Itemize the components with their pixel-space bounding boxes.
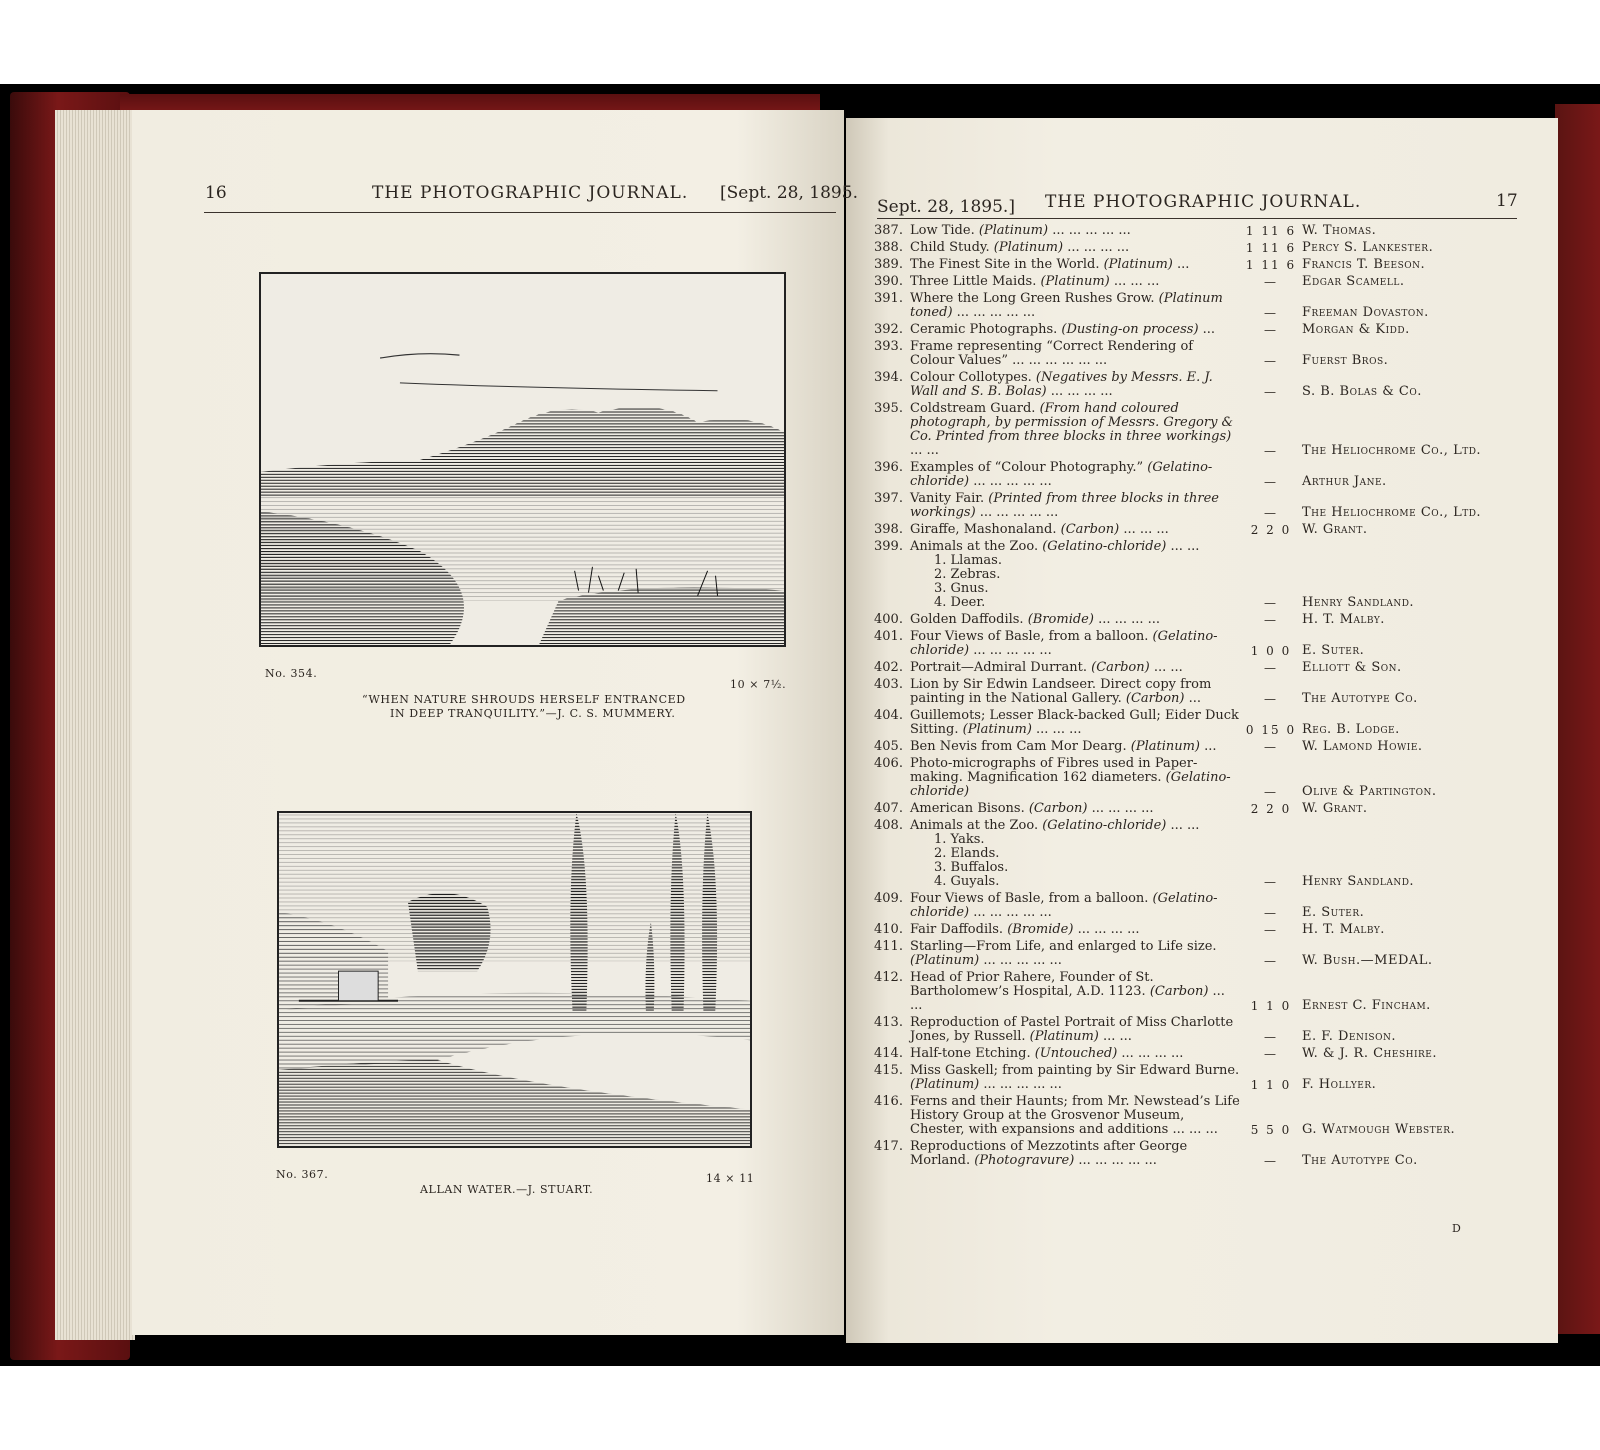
entry-title: [910, 709, 1240, 737]
entry-title-text: Where the Long Green Rushes Grow.: [910, 291, 1159, 306]
entry-exhibitor: Reg. B. Lodge.: [1302, 722, 1400, 737]
catalogue-entry: [874, 892, 1514, 920]
entry-leader-dots: ... ... ... ... ...: [1052, 223, 1131, 238]
catalogue-entry: [874, 224, 1514, 238]
plate-354-caption-line2: IN DEEP TRANQUILITY.”—J. C. S. MUMMERY.: [390, 707, 676, 720]
entry-medium: (Untouched): [1034, 1046, 1122, 1061]
entry-leader-dots: ... ... ... ... ...: [973, 474, 1052, 489]
entry-exhibitor: F. Hollyer.: [1302, 1077, 1377, 1092]
entry-number: 415.: [874, 1063, 903, 1078]
catalogue-entry: [874, 661, 1514, 675]
entry-leader-dots: ... ... ... ... ...: [979, 505, 1059, 520]
entry-number: 398.: [874, 522, 903, 537]
entry-title: [910, 258, 1240, 272]
plate-367-size: 14 × 11: [706, 1172, 755, 1185]
entry-number: 393.: [874, 339, 903, 354]
entry-leader-dots: ... ... ... ...: [1077, 922, 1140, 937]
entry-title: [910, 892, 1240, 920]
entry-leader-dots: ... ... ... ... ...: [973, 643, 1052, 658]
entry-sub-item: 4. Deer.: [934, 595, 986, 610]
catalogue-entry: [874, 940, 1514, 968]
entry-price: —: [1264, 506, 1278, 520]
entry-medium: (Gelatino-chloride): [910, 629, 1218, 658]
entry-title: [910, 1140, 1240, 1168]
entry-title: [910, 971, 1240, 1013]
plate-367-number: No. 367.: [276, 1168, 329, 1181]
entry-medium: (Carbon): [1125, 691, 1189, 706]
entry-number: 408.: [874, 818, 903, 833]
catalogue-entry: [874, 1047, 1514, 1061]
entry-medium: (Gelatino-chloride): [1042, 818, 1171, 833]
left-page-number: 16: [205, 183, 227, 203]
entry-title: [910, 1016, 1240, 1044]
entry-medium: (Gelatino-chloride): [910, 460, 1213, 489]
catalogue-entry: [874, 709, 1514, 737]
entry-number: 395.: [874, 401, 903, 416]
catalogue-entry: [874, 1095, 1514, 1137]
entry-exhibitor: Francis T. Beeson.: [1302, 257, 1426, 272]
entry-title-text: American Bisons.: [910, 801, 1029, 816]
entry-title: [910, 292, 1240, 320]
catalogue-entry: [874, 613, 1514, 627]
entry-title: [910, 275, 1240, 289]
catalogue-entry: [874, 1016, 1514, 1044]
entry-title-text: Coldstream Guard.: [910, 401, 1040, 416]
entry-title-text: Child Study.: [910, 240, 994, 255]
entry-title-text: Miss Gaskell; from painting by Sir Edward Burne.: [910, 1063, 1240, 1078]
entry-leader-dots: ... ...: [1153, 660, 1183, 675]
entry-exhibitor: W. Grant.: [1302, 522, 1368, 537]
entry-medium: (Carbon): [1028, 801, 1092, 816]
entry-title-text: The Finest Site in the World.: [910, 257, 1104, 272]
entry-leader-dots: ... ... ... ...: [1067, 240, 1130, 255]
entry-title: [910, 802, 1240, 816]
entry-price: —: [1264, 275, 1278, 289]
entry-medium: (From hand coloured photograph, by permission of Messrs. Gregory & Co. Printed from three blocks in three workings): [910, 401, 1234, 444]
catalogue-entry: [874, 323, 1514, 337]
catalogue-entry: [874, 802, 1514, 816]
entry-title: [910, 1064, 1240, 1092]
entry-number: 401.: [874, 629, 903, 644]
entry-sub-item: 3. Gnus.: [934, 581, 989, 596]
entry-price: —: [1264, 1047, 1278, 1061]
entry-number: 409.: [874, 891, 903, 906]
left-head-rule: [204, 212, 836, 213]
entry-number: 390.: [874, 274, 903, 289]
catalogue-entry: [874, 971, 1514, 1013]
entry-number: 392.: [874, 322, 903, 337]
entry-title: [910, 757, 1240, 799]
entry-leader-dots: ... ...: [910, 984, 1225, 1013]
entry-leader-dots: ...: [1204, 739, 1217, 754]
entry-exhibitor: Olive & Partington.: [1302, 784, 1437, 799]
plate-367-engraving: [277, 811, 752, 1148]
entry-price: 0 15 0: [1245, 723, 1297, 737]
entry-title: [910, 661, 1240, 675]
entry-medium: (Platinum): [1029, 1029, 1104, 1044]
entry-price: —: [1264, 661, 1278, 675]
entry-medium: (Platinum): [1130, 739, 1205, 754]
entry-title-text: Four Views of Basle, from a balloon.: [910, 629, 1153, 644]
catalogue-entry: [874, 292, 1514, 320]
entry-leader-dots: ...: [1188, 691, 1202, 706]
entry-number: 413.: [874, 1015, 903, 1030]
entry-leader-dots: ... ...: [910, 443, 939, 458]
entry-title: [910, 371, 1240, 399]
entry-leader-dots: ... ... ... ... ...: [983, 1077, 1062, 1092]
entry-exhibitor: Henry Sandland.: [1302, 874, 1415, 889]
entry-title-text: Golden Daffodils.: [910, 612, 1028, 627]
entry-price: 1 11 6: [1245, 224, 1297, 238]
entry-price: 1 1 0: [1250, 999, 1292, 1013]
catalogue-entry: [874, 630, 1514, 658]
entry-exhibitor: W. & J. R. Cheshire.: [1302, 1046, 1437, 1061]
entry-leader-dots: ... ... ... ...: [1091, 801, 1154, 816]
entry-title-text: Frame representing “Correct Rendering of Colour Values”: [910, 339, 1194, 368]
left-running-date: [Sept. 28, 1895.: [720, 183, 858, 203]
entry-exhibitor: W. Thomas.: [1302, 223, 1377, 238]
entry-title: [910, 1095, 1240, 1137]
entry-title-text: Ferns and their Haunts; from Mr. Newstead’s Life History Group at the Grosvenor Museum, Chester, with expansions and additions: [910, 1094, 1240, 1137]
catalogue-entry: [874, 258, 1514, 272]
entry-title-text: Ceramic Photographs.: [910, 322, 1062, 337]
entry-exhibitor: The Autotype Co.: [1302, 1153, 1418, 1168]
entry-medium: (Platinum toned): [910, 291, 1223, 320]
entry-exhibitor: E. Suter.: [1302, 905, 1365, 920]
entry-number: 404.: [874, 708, 903, 723]
entry-exhibitor: W. Grant.: [1302, 801, 1368, 816]
entry-number: 405.: [874, 739, 903, 754]
entry-price: —: [1264, 692, 1278, 706]
entry-price: —: [1264, 1030, 1278, 1044]
entry-exhibitor: Percy S. Lankester.: [1302, 240, 1434, 255]
entry-price: 1 1 0: [1250, 1078, 1292, 1092]
entry-leader-dots: ... ... ... ... ...: [983, 953, 1062, 968]
entry-medium: (Negatives by Messrs. E. J. Wall and S. B. Bolas): [910, 370, 1213, 399]
entry-price: —: [1264, 906, 1278, 920]
entry-sub-item: 1. Llamas.: [934, 553, 1002, 568]
entry-exhibitor: Ernest C. Fincham.: [1302, 998, 1431, 1013]
entry-number: 406.: [874, 756, 903, 771]
book-cover-right: [1555, 104, 1600, 1334]
catalogue-entry: [874, 523, 1514, 537]
entry-price: —: [1264, 740, 1278, 754]
entry-title-text: Photo-micrographs of Fibres used in Paper-making. Magnification 162 diameters.: [910, 756, 1198, 785]
catalogue-entry: [874, 678, 1514, 706]
entry-title-text: Three Little Maids.: [910, 274, 1041, 289]
entry-title-text: Low Tide.: [910, 223, 979, 238]
entry-leader-dots: ... ... ... ...: [1121, 1046, 1184, 1061]
entry-price: —: [1264, 785, 1278, 799]
entry-medium: (Gelatino-chloride): [1042, 539, 1171, 554]
entry-price: 1 11 6: [1245, 241, 1297, 255]
right-head-rule: [877, 218, 1517, 219]
entry-exhibitor: S. B. Bolas & Co.: [1302, 384, 1422, 399]
entry-price: —: [1264, 923, 1278, 937]
entry-exhibitor: The Heliochrome Co., Ltd.: [1302, 505, 1482, 520]
page-edges: [55, 110, 135, 1340]
entry-number: 411.: [874, 939, 903, 954]
entry-number: 389.: [874, 257, 903, 272]
entry-medium: (Carbon): [1060, 522, 1124, 537]
catalogue-entry: [874, 923, 1514, 937]
entry-sub-item: 2. Zebras.: [934, 567, 1001, 582]
entry-exhibitor: E. Suter.: [1302, 643, 1365, 658]
entry-leader-dots: ... ... ...: [1172, 1122, 1218, 1137]
entry-exhibitor: Fuerst Bros.: [1302, 353, 1389, 368]
entry-title: [910, 613, 1240, 627]
entry-number: 400.: [874, 612, 903, 627]
entry-exhibitor: G. Watmough Webster.: [1302, 1122, 1456, 1137]
entry-title-text: Animals at the Zoo.: [910, 539, 1043, 554]
entry-price: —: [1264, 306, 1278, 320]
entry-exhibitor: Edgar Scamell.: [1302, 274, 1405, 289]
entry-leader-dots: ... ...: [1170, 818, 1200, 833]
entry-price: —: [1264, 1154, 1278, 1168]
entry-number: 417.: [874, 1139, 903, 1154]
entry-price: —: [1264, 596, 1278, 610]
catalogue-entry: [874, 540, 1514, 610]
entry-price: —: [1264, 385, 1278, 399]
entry-exhibitor: H. T. Malby.: [1302, 922, 1385, 937]
entry-title: [910, 323, 1240, 337]
entry-leader-dots: ... ... ... ...: [1098, 612, 1161, 627]
entry-price: 5 5 0: [1250, 1123, 1292, 1137]
entry-title-text: Portrait—Admiral Durrant.: [910, 660, 1092, 675]
catalogue-entry: [874, 740, 1514, 754]
entry-title: [910, 630, 1240, 658]
plate-354-image: [261, 274, 784, 645]
entry-medium: (Platinum): [993, 240, 1068, 255]
entry-exhibitor: Arthur Jane.: [1302, 474, 1387, 489]
catalogue-entry: [874, 340, 1514, 368]
catalogue-entry: [874, 461, 1514, 489]
entry-number: 396.: [874, 460, 903, 475]
entry-leader-dots: ... ... ...: [1123, 522, 1169, 537]
entry-number: 387.: [874, 223, 903, 238]
entry-sub-item: 4. Guyals.: [934, 874, 1000, 889]
entry-price: —: [1264, 323, 1278, 337]
entry-price: —: [1264, 613, 1278, 627]
entry-medium: (Platinum): [1040, 274, 1114, 289]
entry-number: 407.: [874, 801, 903, 816]
plate-367-caption: ALLAN WATER.—J. STUART.: [420, 1183, 594, 1196]
entry-title-text: Vanity Fair.: [910, 491, 989, 506]
entry-number: 394.: [874, 370, 903, 385]
entry-leader-dots: ...: [1177, 257, 1190, 272]
entry-exhibitor: The Autotype Co.: [1302, 691, 1418, 706]
right-page-number: 17: [1496, 191, 1518, 211]
entry-leader-dots: ... ... ... ... ...: [973, 905, 1052, 920]
entry-medium: (Carbon): [1091, 660, 1154, 675]
entry-title: [910, 1047, 1240, 1061]
entry-title-text: Head of Prior Rahere, Founder of St. Bartholomew’s Hospital, A.D. 1123.: [910, 970, 1154, 999]
catalogue-entry: [874, 1140, 1514, 1168]
catalogue-entry: [874, 241, 1514, 255]
catalogue-entry: [874, 1064, 1514, 1092]
entry-exhibitor: H. T. Malby.: [1302, 612, 1385, 627]
catalogue-entry: [874, 757, 1514, 799]
entry-price: —: [1264, 954, 1278, 968]
entry-medium: (Platinum): [1103, 257, 1177, 272]
entry-medium: (Gelatino-chloride): [910, 891, 1218, 920]
catalogue-entry: [874, 819, 1514, 889]
entry-leader-dots: ... ... ... ...: [1050, 384, 1113, 399]
entry-title-text: Examples of “Colour Photography.”: [910, 460, 1148, 475]
entry-exhibitor: W. Bush.—MEDAL.: [1302, 953, 1433, 968]
entry-medium: (Gelatino-chloride): [910, 770, 1231, 799]
entry-title-text: Guillemots; Lesser Black-backed Gull; Eider Duck Sitting.: [910, 708, 1239, 737]
entry-title-text: Four Views of Basle, from a balloon.: [910, 891, 1153, 906]
entry-number: 410.: [874, 922, 903, 937]
plate-354-engraving: [259, 272, 786, 647]
entry-title: [910, 940, 1240, 968]
plate-367-image: [279, 813, 750, 1146]
entry-price: 1 0 0: [1250, 644, 1292, 658]
entry-title: [910, 923, 1240, 937]
entry-price: 1 11 6: [1245, 258, 1297, 272]
entry-leader-dots: ...: [1202, 322, 1216, 337]
entry-exhibitor: Elliott & Son.: [1302, 660, 1402, 675]
entry-leader-dots: ... ... ... ... ... ...: [1012, 353, 1108, 368]
entry-medium: (Printed from three blocks in three workings): [910, 491, 1219, 520]
left-running-title: THE PHOTOGRAPHIC JOURNAL.: [372, 183, 689, 203]
plate-354-caption-line1: “WHEN NATURE SHROUDS HERSELF ENTRANCED: [362, 693, 686, 706]
entry-number: 388.: [874, 240, 903, 255]
entry-medium: (Photogravure): [974, 1153, 1079, 1168]
entry-price: —: [1264, 875, 1278, 889]
entry-sub-item: 1. Yaks.: [934, 832, 985, 847]
entry-title-text: Half-tone Etching.: [910, 1046, 1035, 1061]
catalogue-entry: [874, 402, 1514, 458]
exhibit-catalogue: [874, 224, 1514, 1171]
entry-title-text: Fair Daffodils.: [910, 922, 1008, 937]
plate-354-size: 10 × 7½.: [730, 678, 787, 691]
entry-medium: (Platinum): [910, 1077, 984, 1092]
right-running-date: Sept. 28, 1895.]: [877, 197, 1015, 217]
catalogue-entry: [874, 492, 1514, 520]
entry-exhibitor: Henry Sandland.: [1302, 595, 1415, 610]
plate-354-number: No. 354.: [265, 667, 318, 680]
entry-price: —: [1264, 444, 1278, 458]
entry-medium: (Platinum): [910, 953, 984, 968]
entry-number: 416.: [874, 1094, 903, 1109]
entry-leader-dots: ... ... ...: [1036, 722, 1082, 737]
entry-number: 397.: [874, 491, 903, 506]
entry-leader-dots: ... ... ...: [1113, 274, 1160, 289]
entry-title: [910, 819, 1240, 889]
entry-sub-item: 2. Elands.: [934, 846, 1000, 861]
entry-title-text: Ben Nevis from Cam Mor Dearg.: [910, 739, 1131, 754]
entry-title-text: Starling—From Life, and enlarged to Life size.: [910, 939, 1217, 954]
entry-number: 412.: [874, 970, 903, 985]
entry-leader-dots: ... ... ... ... ...: [1078, 1153, 1157, 1168]
entry-title: [910, 224, 1240, 238]
entry-number: 403.: [874, 677, 903, 692]
catalogue-entry: [874, 275, 1514, 289]
entry-title: [910, 540, 1240, 610]
entry-title-text: Lion by Sir Edwin Landseer. Direct copy from painting in the National Gallery.: [910, 677, 1212, 706]
entry-medium: (Dusting-on process): [1061, 322, 1203, 337]
right-running-title: THE PHOTOGRAPHIC JOURNAL.: [1045, 192, 1362, 212]
entry-title-text: Colour Collotypes.: [910, 370, 1036, 385]
entry-title-text: Animals at the Zoo.: [910, 818, 1043, 833]
entry-title-text: Giraffe, Mashonaland.: [910, 522, 1061, 537]
entry-exhibitor: Freeman Dovaston.: [1302, 305, 1429, 320]
entry-title: [910, 492, 1240, 520]
entry-exhibitor: The Heliochrome Co., Ltd.: [1302, 443, 1482, 458]
entry-number: 391.: [874, 291, 903, 306]
entry-sub-item: 3. Buffalos.: [934, 860, 1009, 875]
entry-title: [910, 402, 1240, 458]
entry-exhibitor: W. Lamond Howie.: [1302, 739, 1423, 754]
entry-price: —: [1264, 354, 1278, 368]
entry-leader-dots: ... ...: [1103, 1029, 1132, 1044]
entry-medium: (Platinum): [962, 722, 1037, 737]
entry-title: [910, 740, 1240, 754]
entry-medium: (Platinum): [978, 223, 1053, 238]
entry-title: [910, 678, 1240, 706]
signature-mark: D: [1452, 1222, 1461, 1235]
catalogue-entry: [874, 371, 1514, 399]
entry-price: 2 2 0: [1250, 802, 1292, 816]
entry-medium: (Bromide): [1007, 922, 1078, 937]
entry-title: [910, 340, 1240, 368]
entry-price: —: [1264, 475, 1278, 489]
entry-title: [910, 523, 1240, 537]
entry-exhibitor: Morgan & Kidd.: [1302, 322, 1410, 337]
entry-medium: (Bromide): [1027, 612, 1099, 627]
entry-number: 399.: [874, 539, 903, 554]
entry-number: 402.: [874, 660, 903, 675]
entry-title-text: Reproduction of Pastel Portrait of Miss Charlotte Jones, by Russell.: [910, 1015, 1234, 1044]
entry-title: [910, 241, 1240, 255]
entry-title: [910, 461, 1240, 489]
entry-exhibitor: E. F. Denison.: [1302, 1029, 1396, 1044]
entry-medium: (Carbon): [1149, 984, 1213, 999]
entry-price: 2 2 0: [1250, 523, 1292, 537]
entry-leader-dots: ... ...: [1170, 539, 1200, 554]
entry-number: 414.: [874, 1046, 903, 1061]
entry-leader-dots: ... ... ... ... ...: [956, 305, 1036, 320]
entry-title-text: Reproductions of Mezzotints after George Morland.: [910, 1139, 1188, 1168]
